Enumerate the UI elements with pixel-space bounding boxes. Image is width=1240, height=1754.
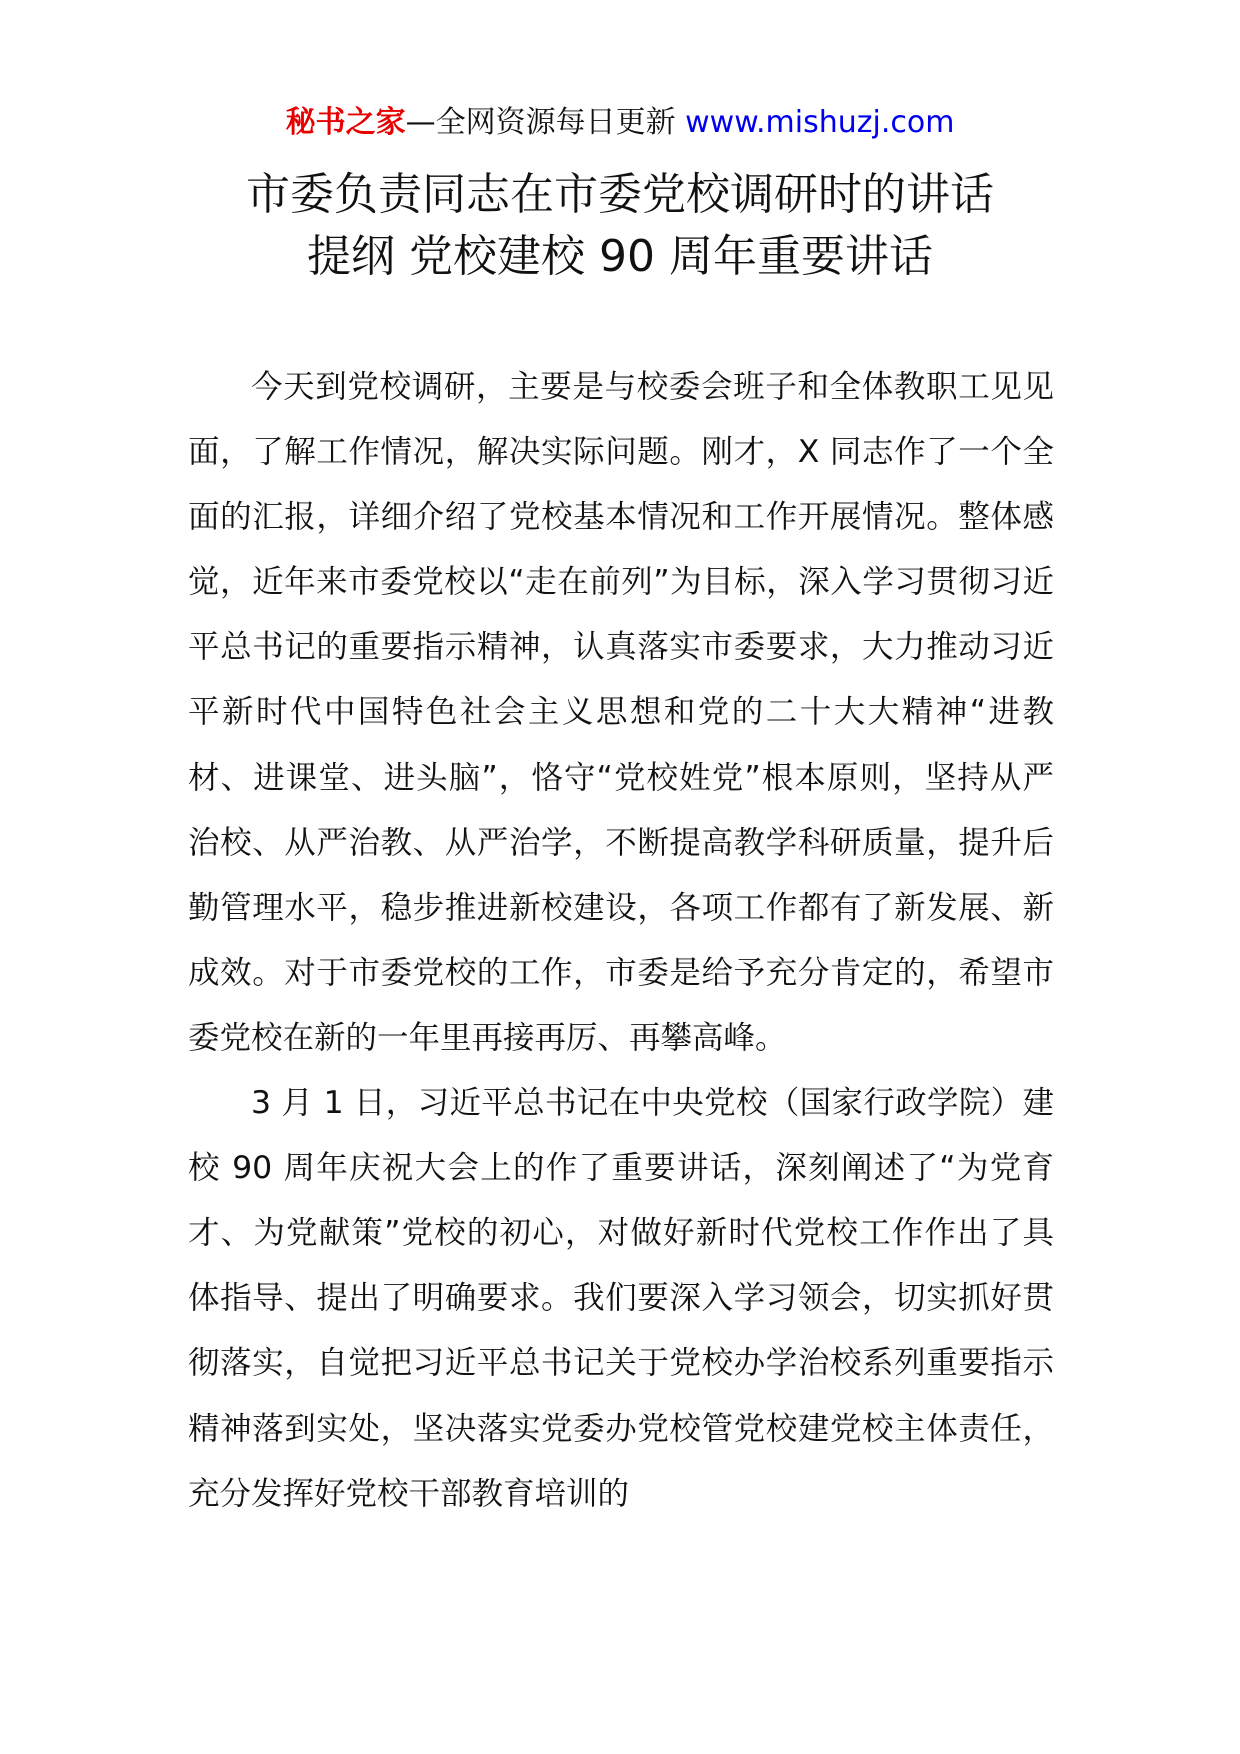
title-line-1: 市委负责同志在市委党校调研时的讲话 (246, 169, 994, 220)
header-tagline: —全网资源每日更新 (405, 105, 686, 140)
paragraph: 3 月 1 日，习近平总书记在中央党校（国家行政学院）建校 90 周年庆祝大会上的作了重要讲话，深刻阐述了“为党育才、为党献策”党校的初心，对做好新时代党校工作作出了具体指导、提出了明确要求。我们要深入学习领会，切实抓好贯彻落实，自觉把习近平总书记关于党校办学治校系列重要指示精神落到实处，坚决落实党委办党校管党校建党校主体责任，充分发挥好党校干部教育培训的 (188, 1085, 1054, 1512)
document-body (188, 355, 1054, 1527)
site-url-link[interactable]: www.mishuzj.com (685, 105, 955, 140)
site-header (0, 103, 1240, 143)
paragraph: 今天到党校调研，主要是与校委会班子和全体教职工见见面，了解工作情况，解决实际问题。刚才，X 同志作了一个全面的汇报，详细介绍了党校基本情况和工作开展情况。整体感觉，近年来市委党校以“走在前列”为目标，深入学习贯彻习近平总书记的重要指示精神，认真落实市委要求，大力推动习近平新时代中国特色社会主义思想和党的二十大大精神“进教材、进课堂、进头脑”，恪守“党校姓党”根本原则，坚持从严治校、从严治教、从严治学，不断提高教学科研质量，提升后勤管理水平，稳步推进新校建设，各项工作都有了新发展、新成效。对于市委党校的工作，市委是给予充分肯定的，希望市委党校在新的一年里再接再厉、再攀高峰。 (188, 369, 1054, 1056)
brand-name: 秘书之家 (285, 105, 406, 140)
document-title (0, 164, 1240, 288)
title-line-2: 提纲 党校建校 90 周年重要讲话 (307, 231, 933, 282)
